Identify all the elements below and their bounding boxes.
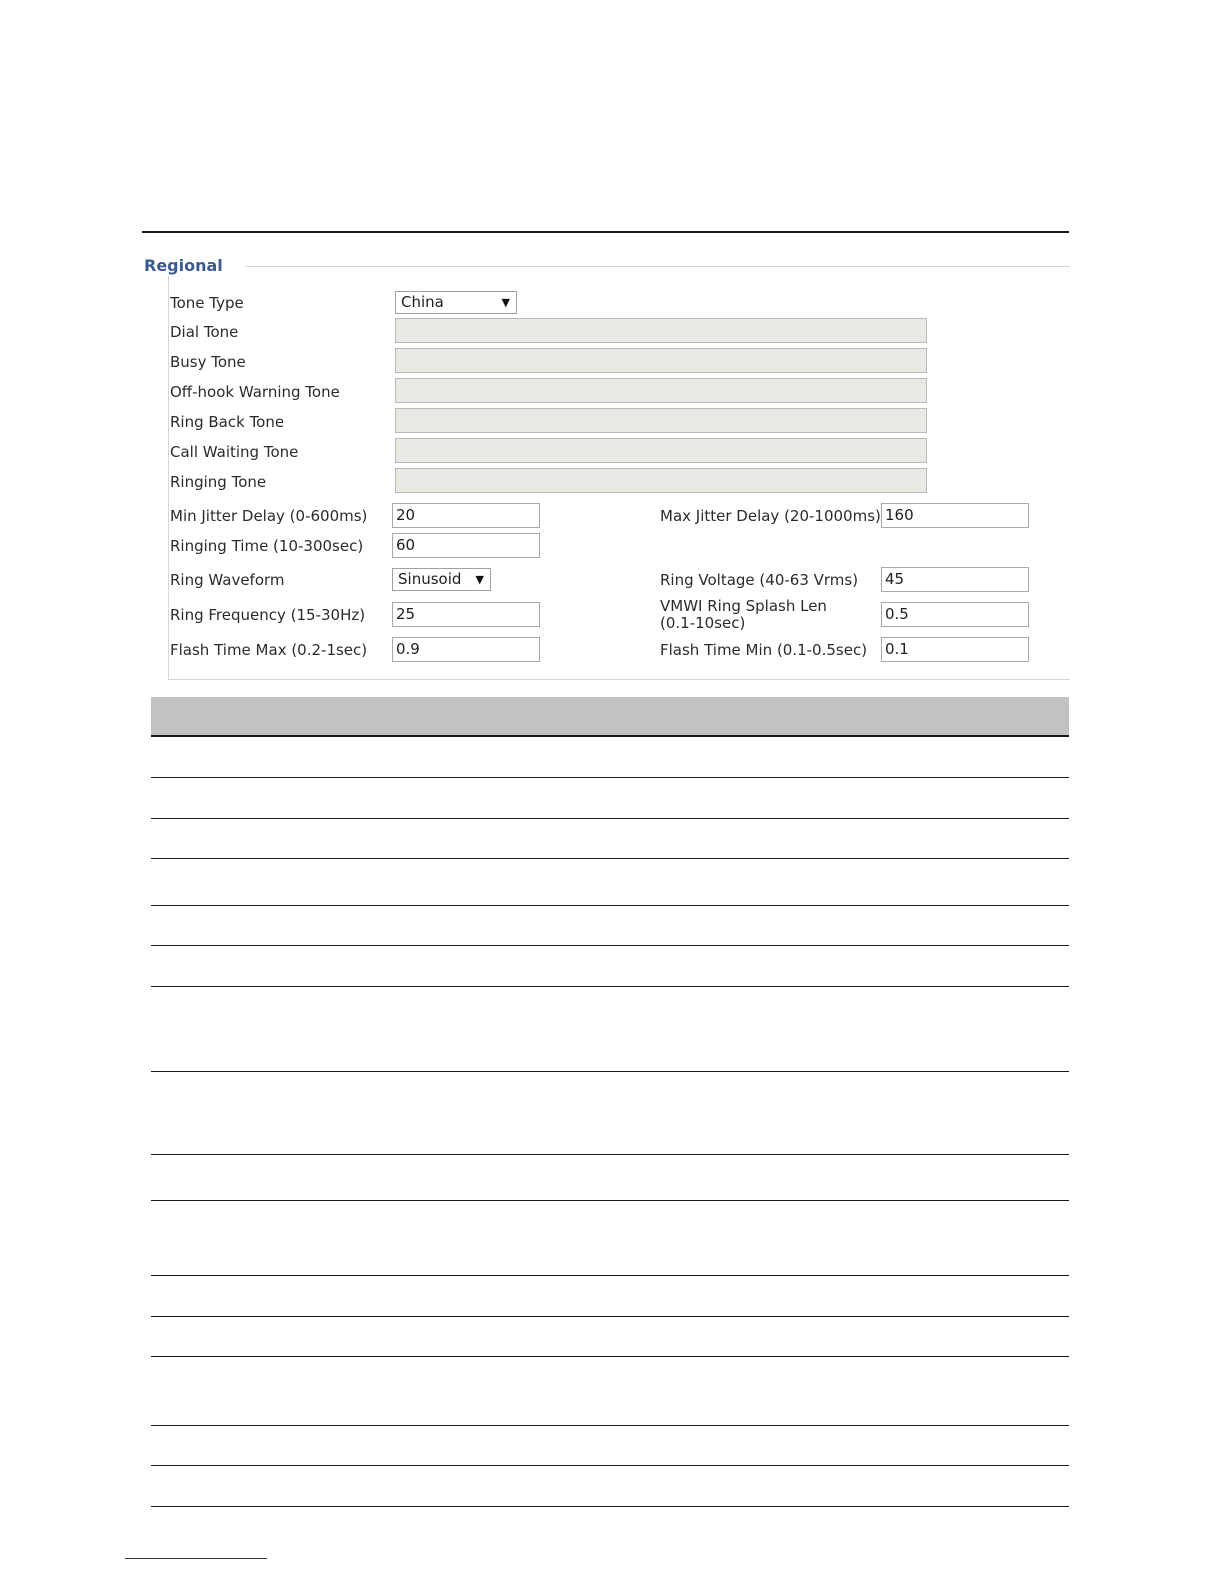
top-rule [142,231,1069,233]
dial-tone-field[interactable] [395,318,927,343]
ringing-time-label: Ringing Time (10-300sec) [170,537,364,555]
table-row [151,1317,1069,1357]
ring-back-tone-field[interactable] [395,408,927,433]
flash-time-max-input[interactable]: 0.9 [392,637,540,662]
ring-back-tone-label: Ring Back Tone [170,413,285,431]
table-row [151,1155,1069,1201]
tone-type-value: China [401,293,444,311]
call-waiting-tone-label: Call Waiting Tone [170,443,299,461]
ring-waveform-select[interactable] [392,568,491,591]
vmwi-ring-splash-len-label: VMWI Ring Splash Len (0.1-10sec) [660,597,827,632]
table-row [151,778,1069,819]
table-row [151,906,1069,946]
vmwi-ring-splash-len-input[interactable]: 0.5 [881,602,1029,627]
ringing-tone-label: Ringing Tone [170,473,267,491]
ringing-time-input[interactable]: 60 [392,533,540,558]
ring-voltage-input[interactable]: 45 [881,567,1029,592]
tone-type-label: Tone Type [170,294,244,312]
ringing-tone-field[interactable] [395,468,927,493]
offhook-warning-tone-field[interactable] [395,378,927,403]
table-row [151,859,1069,906]
busy-tone-label: Busy Tone [170,353,246,371]
min-jitter-delay-input[interactable]: 20 [392,503,540,528]
flash-time-min-label: Flash Time Min (0.1-0.5sec) [660,641,868,659]
section-legend: Regional [144,256,245,276]
ring-voltage-label: Ring Voltage (40-63 Vrms) [660,571,859,589]
call-waiting-tone-field[interactable] [395,438,927,463]
flash-time-min-input[interactable]: 0.1 [881,637,1029,662]
ring-frequency-input[interactable]: 25 [392,602,540,627]
footnote-rule [125,1558,267,1559]
offhook-warning-tone-label: Off-hook Warning Tone [170,383,340,401]
ring-waveform-value: Sinusoid [398,570,462,588]
ring-frequency-label: Ring Frequency (15-30Hz) [170,606,366,624]
flash-time-max-label: Flash Time Max (0.2-1sec) [170,641,368,659]
min-jitter-delay-label: Min Jitter Delay (0-600ms) [170,507,368,525]
parameter-table [151,697,1069,1507]
max-jitter-delay-label: Max Jitter Delay (20-1000ms) [660,507,881,525]
ring-waveform-label: Ring Waveform [170,571,285,589]
table-row [151,1466,1069,1507]
table-row [151,1276,1069,1317]
busy-tone-field[interactable] [395,348,927,373]
max-jitter-delay-input[interactable]: 160 [881,503,1029,528]
chevron-down-icon: ▼ [475,573,484,586]
table-row [151,819,1069,859]
legend-rule [238,266,1070,267]
table-row [151,1426,1069,1466]
table-row [151,946,1069,987]
dial-tone-label: Dial Tone [170,323,239,341]
table-row [151,987,1069,1072]
table-row [151,1072,1069,1155]
regional-panel [142,250,1070,682]
table-row [151,1357,1069,1426]
chevron-down-icon: ▼ [501,296,510,309]
tone-type-select[interactable] [395,291,517,314]
table-header [151,697,1069,737]
table-row [151,1201,1069,1276]
table-row [151,737,1069,778]
